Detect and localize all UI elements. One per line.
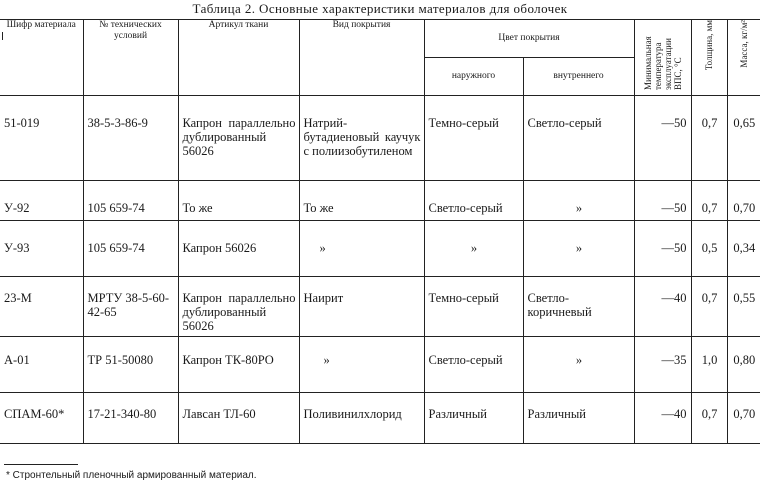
cell-min-temp: —50 [634,181,691,221]
cell-min-temp: —50 [634,221,691,277]
cell-spec: 17-21-340-80 [83,393,178,444]
cell-spec: ТР 51-50080 [83,337,178,393]
header-code: Шифр материала [0,20,83,96]
cell-code: У-92 [0,181,83,221]
cell-inner-color: » [523,337,634,393]
cell-coating: То же [299,181,424,221]
header-color-group: Цвет покрытия [424,20,634,58]
cell-thickness: 0,7 [691,181,727,221]
table-row [0,96,760,181]
cell-inner-color: Различный [523,393,634,444]
cell-article: Капрон параллельно дублированный 56026 [178,277,299,337]
table-row [0,221,760,277]
header-mass [727,20,760,96]
cell-inner-color: Светло-серый [523,96,634,181]
cell-mass: 0,80 [727,337,760,393]
cell-inner-color: » [523,221,634,277]
cell-mass: 0,34 [727,221,760,277]
table-row [0,181,760,221]
cell-mass: 0,70 [727,393,760,444]
cell-min-temp: —40 [634,277,691,337]
cell-min-temp: —50 [634,96,691,181]
cell-spec: МРТУ 38-5-60-42-65 [83,277,178,337]
cell-code: У-93 [0,221,83,277]
cell-article: Капрон ТК-80РО [178,337,299,393]
cell-spec: 105 659-74 [83,221,178,277]
cell-coating: Поливинилхлорид [299,393,424,444]
footnote: * Стронтельный пленочный армированный материал. [6,470,257,481]
cell-inner-color: » [523,181,634,221]
footnote-divider [4,464,78,465]
cell-min-temp: —35 [634,337,691,393]
cell-spec: 38-5-3-86-9 [83,96,178,181]
cell-outer-color: » [424,221,523,277]
cell-spec: 105 659-74 [83,181,178,221]
header-min-temp-label: Минимальная температура эксплуатации ВПС, °С [642,36,683,90]
cell-outer-color: Светло-серый [424,337,523,393]
cell-article: Капрон параллельно дублированный 56026 [178,96,299,181]
cell-min-temp: —40 [634,393,691,444]
table-row [0,393,760,444]
header-thickness-label: Толщина, мм [704,20,715,71]
cell-code: А-01 [0,337,83,393]
cell-article: То же [178,181,299,221]
cell-thickness: 0,7 [691,393,727,444]
cell-thickness: 0,5 [691,221,727,277]
header-color-inner: внутреннего [523,58,634,96]
header-thickness [691,20,727,96]
cell-thickness: 1,0 [691,337,727,393]
cell-mass: 0,55 [727,277,760,337]
header-mass-label: Масса, кг/м² [738,20,749,68]
cell-thickness: 0,7 [691,277,727,337]
materials-table [0,19,760,444]
cell-outer-color: Темно-серый [424,277,523,337]
cell-coating: » [299,337,424,393]
cell-mass: 0,65 [727,96,760,181]
header-coating: Вид покрытия [299,20,424,96]
header-spec: № технических условий [83,20,178,96]
header-min-temp [634,20,691,96]
cell-article: Лавсан ТЛ-60 [178,393,299,444]
cell-outer-color: Светло-серый [424,181,523,221]
cell-code: 23-М [0,277,83,337]
cell-article: Капрон 56026 [178,221,299,277]
cell-inner-color: Светло-коричневый [523,277,634,337]
cell-code: СПАМ-60* [0,393,83,444]
cell-thickness: 0,7 [691,96,727,181]
cell-outer-color: Различный [424,393,523,444]
cell-code: 51-019 [0,96,83,181]
cell-mass: 0,70 [727,181,760,221]
header-color-outer: наружного [424,58,523,96]
table-row [0,277,760,337]
table-title: Таблица 2. Основные характеристики материалов для оболочек [192,1,568,16]
header-article: Артикул ткани [178,20,299,96]
cell-coating: » [299,221,424,277]
cell-coating: Наирит [299,277,424,337]
cell-coating: Натрий-бутадиеновый каучук с полиизобутиленом [299,96,424,181]
cell-outer-color: Темно-серый [424,96,523,181]
table-row [0,337,760,393]
